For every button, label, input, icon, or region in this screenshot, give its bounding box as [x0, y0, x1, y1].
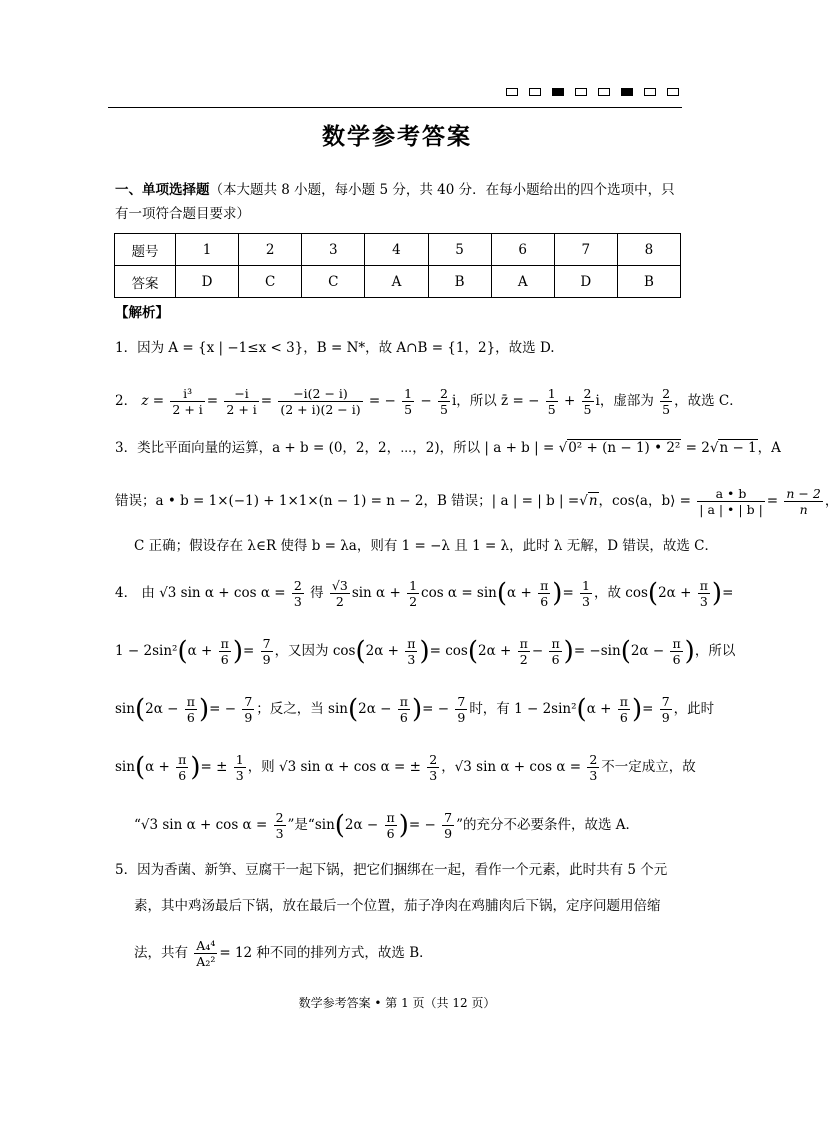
fraction: $\frac{7}{9}$ — [457, 694, 466, 725]
header-mark — [621, 88, 633, 96]
q4-text: α + — [187, 643, 213, 659]
q3-text: 类比平面向量的运算，a + b = (0，2，2，⋯，2)，所以 | a + b | = — [137, 440, 555, 456]
table-cell: A — [491, 266, 554, 298]
fraction: $\frac{\pi}{6}$ — [386, 810, 395, 841]
q4-text: ”是“sin — [287, 817, 335, 833]
header-mark — [529, 88, 541, 96]
section-1-line-2: 有一项符合题目要求） — [115, 206, 250, 222]
q2-text: ，故选 C． — [674, 393, 743, 409]
q4-text: = − — [209, 701, 237, 717]
q4-text: “√3 sin α + cos α = — [134, 817, 268, 833]
q4-text: = −sin — [573, 643, 621, 659]
fraction: $\frac{1}{2}$ — [409, 578, 418, 609]
header-mark — [552, 88, 564, 96]
header-rule — [108, 107, 682, 108]
q3-line-1: 3．类比平面向量的运算，a + b = (0，2，2，⋯，2)，所以 | a + b | = √0² + (n − 1) • 2² = 2√n − 1，A — [115, 440, 781, 456]
q4-text: α + — [586, 701, 612, 717]
q5-line-3 — [134, 938, 706, 969]
table-cell: D — [554, 266, 617, 298]
q4-text: sin — [115, 759, 135, 775]
fraction: $\frac{1}{5}$ — [404, 386, 413, 417]
q2-line: 2． z = $\frac{\text{i³}}{2 + i}$ = $\frac{-i}{2 + i}$ = $\frac{-i(2 - i)}{(2 + i)(2 - i)}$ = − $\frac{1}{5}$ − $\frac{2}{5}$ i，所以 z̄ = − $\frac{1}{5}$ + $\frac{2}{5}$ i，虚部为 $\frac{2}{5}$ ，故选 C． — [115, 386, 743, 417]
fraction: $\frac{\text{A₄⁴}}{\text{A₂²}}$ — [196, 938, 216, 969]
fraction: $\frac{\pi}{6}$ — [186, 694, 195, 725]
q5-line-1 — [115, 860, 687, 880]
analysis-label: 【解析】 — [115, 305, 169, 321]
q5-text: = 12 种不同的排列方式，故选 B． — [219, 945, 433, 961]
fraction: $\frac{7}{9}$ — [262, 636, 271, 667]
fraction: $\frac{\pi}{6}$ — [399, 694, 408, 725]
q2-number: 2． — [115, 393, 138, 409]
q4-text: α + — [507, 585, 532, 601]
q4-text: sin α + — [351, 585, 401, 601]
fraction: $\frac{2}{3}$ — [429, 752, 438, 783]
q2-text: i，所以 z̄ = − — [451, 393, 540, 409]
q3-text: ，cos⟨a，b⟩ = — [598, 493, 691, 509]
q4-text: 2α + — [478, 643, 512, 659]
q4-text: ，所以 — [694, 643, 736, 659]
table-cell: 1 — [176, 234, 239, 266]
q3-line-2: 错误；a • b = 1×(−1) + 1×1×(n − 1) = n − 2，B 错误；| a | = | b | =√n，cos⟨a，b⟩ = $\frac{a • b}{| a | • | b |}$ = $\frac{n - 2}{n}$ ， — [115, 486, 838, 517]
q4-line-3: sin(2α − $\frac{\pi}{6}$ )= − $\frac{7}{9}$ ；反之，当 sin(2α − $\frac{\pi}{6}$ )= − $\frac{7}{9}$ 时，有 1 − 2sin²(α + $\frac{\pi}{6}$ )= $\frac{7}{9}$ ，此时 — [115, 694, 715, 725]
q4-text: ，此时 — [673, 701, 715, 717]
fraction: $\frac{7}{9}$ — [244, 694, 253, 725]
section-label: 一、单项选择题 — [115, 182, 210, 198]
table-cell: 6 — [491, 234, 554, 266]
q2-text: z = — [141, 393, 165, 409]
table-cell: D — [176, 266, 239, 298]
table-cell: 4 — [365, 234, 428, 266]
fraction: $\frac{\text{i³}}{2 + i}$ — [172, 386, 203, 417]
fraction: $\frac{1}{3}$ — [582, 578, 590, 609]
header-mark — [667, 88, 679, 96]
header-mark — [575, 88, 587, 96]
q4-text: 2α − — [344, 817, 379, 833]
header-mark — [644, 88, 656, 96]
fraction: $\frac{\pi}{3}$ — [699, 578, 708, 609]
row-label: 题号 — [115, 234, 176, 266]
q5-line-2: 素，其中鸡汤最后下锅，放在最后一个位置，茄子净肉在鸡脯肉后下锅，定序问题用倍缩 — [134, 898, 661, 914]
table-cell: B — [617, 266, 680, 298]
table-cell: A — [365, 266, 428, 298]
q4-text: ，又因为 cos — [274, 643, 356, 659]
q4-text: ，则 √3 sin α + cos α = ± — [247, 759, 421, 775]
table-cell: 2 — [239, 234, 302, 266]
table-cell: C — [239, 266, 302, 298]
q4-text: 1 − 2sin² — [115, 643, 178, 659]
fraction: $\frac{1}{3}$ — [235, 752, 244, 783]
q4-text: cos α = sin — [421, 585, 497, 601]
fraction: $\frac{\pi}{6}$ — [220, 636, 229, 667]
fraction: $\frac{n - 2}{n}$ — [786, 486, 821, 517]
q4-line-4: sin(α + $\frac{\pi}{6}$ )= ± $\frac{1}{3}$ ，则 √3 sin α + cos α = ± $\frac{2}{3}$ ，√3 sin α + cos α = $\frac{2}{3}$ 不一定成立，故 — [115, 752, 696, 783]
answer-table — [114, 233, 681, 298]
q4-text: 2α − — [358, 701, 392, 717]
table-cell: 7 — [554, 234, 617, 266]
table-cell: 5 — [428, 234, 491, 266]
fraction: $\frac{2}{5}$ — [583, 386, 592, 417]
q4-text: 不一定成立，故 — [601, 759, 696, 775]
q5-text: 因为香菌、新笋、豆腐干一起下锅，把它们捆绑在一起，看作一个元素，此时共有 5 个元 — [137, 862, 668, 878]
q4-text: 时，有 1 − 2sin² — [469, 701, 577, 717]
fraction: $\frac{\pi}{6}$ — [672, 636, 681, 667]
sqrt-expr: n — [588, 493, 598, 509]
q4-text: ”的充分不必要条件，故选 A． — [456, 817, 640, 833]
fraction: $\frac{\pi}{6}$ — [178, 752, 187, 783]
fraction: $\frac{2}{3}$ — [293, 578, 302, 609]
q4-text: = cos — [429, 643, 468, 659]
q3-number: 3． — [115, 440, 138, 456]
q3-text: ，A — [757, 440, 781, 456]
fraction: $\frac{-i(2 - i)}{(2 + i)(2 - i)}$ — [280, 386, 361, 417]
fraction: $\frac{\pi}{2}$ — [519, 636, 528, 667]
q4-text: ，故 cos — [594, 585, 648, 601]
page-title: 数学参考答案 — [322, 123, 472, 150]
q4-text: = — [243, 643, 255, 659]
q4-line-5: “√3 sin α + cos α = $\frac{2}{3}$ ”是“sin(2α − $\frac{\pi}{6}$ )= − $\frac{7}{9}$ ”的充分不必要条件，故选 A． — [134, 810, 640, 841]
fraction: $\frac{7}{9}$ — [444, 810, 453, 841]
fraction: $\frac{√3}{2}$ — [331, 578, 348, 609]
q3-text: 错误；a • b = 1×(−1) + 1×1×(n − 1) = n − 2，B 错误；| a | = | b | = — [115, 493, 580, 509]
q1-line — [115, 338, 687, 358]
section-desc: （本大题共 8 小题，每小题 5 分，共 40 分．在每小题给出的四个选项中，只 — [209, 182, 675, 198]
q4-text: = — [722, 585, 734, 601]
q3-text: = 2 — [685, 440, 710, 456]
q2-text: i，虚部为 — [595, 393, 654, 409]
q4-number: 4． — [115, 585, 138, 601]
q5-number: 5． — [115, 862, 138, 878]
q4-text: 2α − — [630, 643, 665, 659]
fraction: $\frac{\pi}{6}$ — [540, 578, 549, 609]
header-mark — [506, 88, 518, 96]
fraction: $\frac{\pi}{3}$ — [407, 636, 416, 667]
q1-number: 1． — [115, 340, 138, 356]
fraction: $\frac{a • b}{| a | • | b |}$ — [699, 486, 763, 517]
fraction: $\frac{-i}{2 + i}$ — [226, 386, 257, 417]
q4-text: ；反之，当 sin — [256, 701, 348, 717]
q3-line-3: C 正确；假设存在 λ∈R 使得 b = λa，则有 1 = −λ 且 1 = λ，此时 λ 无解，D 错误，故选 C． — [134, 538, 718, 554]
q3-text: ， — [824, 493, 838, 509]
q4-line-1: 4． 由 √3 sin α + cos α = $\frac{2}{3}$ 得 $\frac{√3}{2}$ sin α + $\frac{1}{2}$ cos α = sin(α + $\frac{\pi}{6}$ )= $\frac{1}{3}$ ，故 cos(2α + $\frac{\pi}{3}$ )= — [115, 578, 734, 609]
q1-text: 因为 A = {x | −1≤x < 3}，B = N*，故 A∩B = {1，2}，故选 D. — [137, 340, 555, 356]
q2-text: = − — [368, 393, 396, 409]
sqrt-expr: 0² + (n − 1) • 2² — [568, 440, 681, 456]
q3-text: = — [766, 493, 779, 509]
table-cell: C — [302, 266, 365, 298]
fraction: $\frac{2}{5}$ — [662, 386, 671, 417]
fraction: $\frac{\pi}{6}$ — [619, 694, 628, 725]
table-cell: 3 — [302, 234, 365, 266]
row-label: 答案 — [115, 266, 176, 298]
table-cell: B — [428, 266, 491, 298]
fraction: $\frac{1}{5}$ — [547, 386, 556, 417]
q4-text: = − — [408, 817, 436, 833]
fraction: $\frac{2}{3}$ — [275, 810, 284, 841]
q4-text: sin — [115, 701, 135, 717]
fraction: $\frac{2}{5}$ — [440, 386, 448, 417]
q4-text: 2α − — [145, 701, 179, 717]
q4-text: − — [531, 643, 544, 659]
q2-text: + — [563, 393, 576, 409]
q5-text: 法，共有 — [134, 945, 188, 961]
q4-text: = ± — [200, 759, 228, 775]
fraction: $\frac{\pi}{6}$ — [551, 636, 560, 667]
table-cell: 8 — [617, 234, 680, 266]
q4-text: 得 — [310, 585, 324, 601]
fraction: $\frac{2}{3}$ — [589, 752, 598, 783]
table-row — [115, 234, 681, 266]
q2-text: − — [420, 393, 432, 409]
q4-text: 2α + — [365, 643, 399, 659]
q4-text: = — [562, 585, 574, 601]
q4-text: 由 — [141, 585, 155, 601]
q4-text: = − — [422, 701, 450, 717]
section-1-line-1 — [115, 180, 687, 200]
page-footer: 数学参考答案 • 第 1 页（共 12 页） — [298, 996, 496, 1010]
header-mark — [598, 88, 610, 96]
q4-text: α + — [145, 759, 170, 775]
sqrt-expr: n − 1 — [719, 440, 757, 456]
q4-text: = — [642, 701, 654, 717]
q4-line-2: 1 − 2sin²(α + $\frac{\pi}{6}$ )= $\frac{7}{9}$ ，又因为 cos(2α + $\frac{\pi}{3}$ )= cos(2α + $\frac{\pi}{2}$ − $\frac{\pi}{6}$ )= −sin(2α − $\frac{\pi}{6}$ )，所以 — [115, 636, 736, 667]
q4-text: 2α + — [658, 585, 692, 601]
q4-text: √3 sin α + cos α = — [159, 585, 286, 601]
table-row — [115, 266, 681, 298]
q4-text: ，√3 sin α + cos α = — [441, 759, 582, 775]
fraction: $\frac{7}{9}$ — [661, 694, 670, 725]
